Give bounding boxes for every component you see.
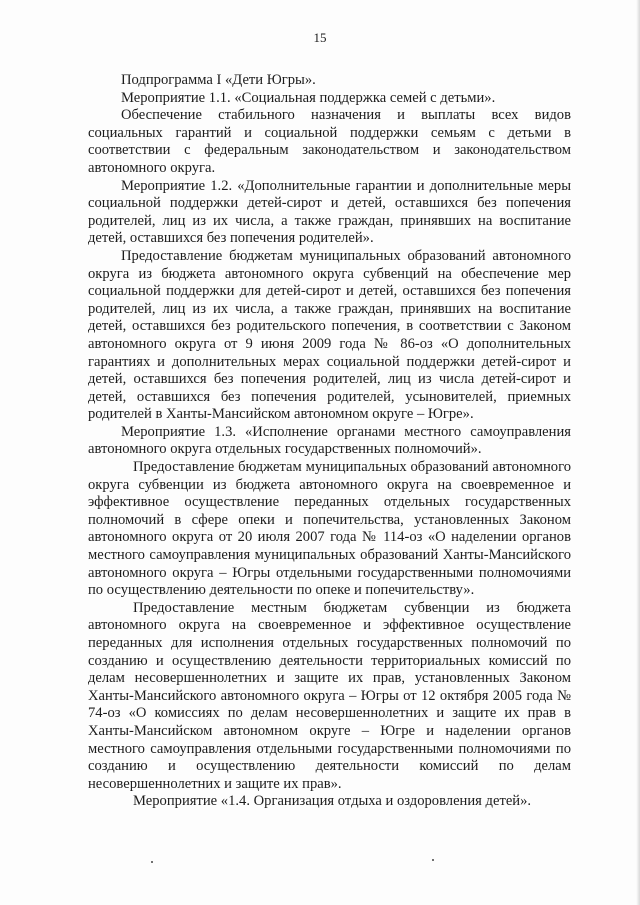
- subprogram-heading: Подпрограмма I «Дети Югры».: [121, 72, 316, 88]
- measure-1-1-heading: Мероприятие 1.1. «Социальная поддержка семей с детьми».: [121, 89, 496, 106]
- scan-speck: [432, 859, 434, 861]
- measure-1-3-text-commissions: Предоставление местным бюджетам субвенции из бюджета автономного округа на своевременное и эффективное осуществление переданных для исполнения отдельных государственных полномочий по созданию и осуществлению деятельности территориальных комиссий по делам несовершеннолетних и защите их прав, установленных Законом Ханты-Мансийского автономного округа – Югры от 12 октября 2005 года № 74-оз «О комиссиях по делам несовершеннолетних и защите их прав в Ханты-Мансийском автономном округе – Югре и наделении органов местного самоуправления отдельными государственными полномочиями по созданию и осуществлению деятельности комиссий по делам несовершеннолетних и защите их прав».: [88, 599, 571, 792]
- measure-1-3-heading: Мероприятие 1.3. «Исполнение органами местного самоуправления автономного округа отдельных государственных полномочий».: [88, 423, 571, 458]
- measure-1-1-text: Обеспечение стабильного назначения и выплаты всех видов социальных гарантий и социальной поддержки семьям с детьми в соответствии с федеральным законодательством и законодательством автономного округа.: [88, 107, 571, 176]
- document-body: [88, 72, 571, 811]
- page-edge-shadow: [636, 0, 640, 905]
- measure-1-2-text: Предоставление бюджетам муниципальных образований автономного округа из бюджета автономного округа субвенций на обеспечение мер социальной поддержки для детей-сирот и детей, оставшихся без попечения родителей, лиц из их числа, а также граждан, принявших на воспитание детей, оставшихся без родительского попечения, в соответствии с Законом автономного округа от 9 июня 2009 года № 86-оз «О дополнительных гарантиях и дополнительных мерах социальной поддержки детей-сирот и детей, оставшихся без попечения родителей, лиц из числа детей-сирот и детей, оставшихся без попечения родителей, усыновителей, приемных родителей в Ханты-Мансийском автономном округе – Югре».: [88, 247, 571, 423]
- page-number: 15: [313, 30, 327, 45]
- measure-1-4-heading: Мероприятие «1.4. Организация отдыха и оздоровления детей».: [133, 793, 532, 810]
- measure-1-3-text-guardianship: Предоставление бюджетам муниципальных образований автономного округа субвенции из бюджета автономного округа на своевременное и эффективное осуществление переданных отдельных государственных полномочий в сфере опеки и попечительства, установленных Законом автономного округа от 20 июля 2007 года № 114-оз «О наделении органов местного самоуправления муниципальных образований Ханты-Мансийского автономного округа – Югры отдельными государственными полномочиями по осуществлению деятельности по опеке и попечительству».: [88, 459, 571, 599]
- scan-speck: [151, 861, 153, 863]
- measure-1-2-heading: Мероприятие 1.2. «Дополнительные гарантии и дополнительные меры социальной поддержки детей-сирот и детей, оставшихся без попечения родителей, лиц из их числа, а также граждан, принявших на воспитание детей, оставшихся без попечения родителей».: [88, 177, 571, 247]
